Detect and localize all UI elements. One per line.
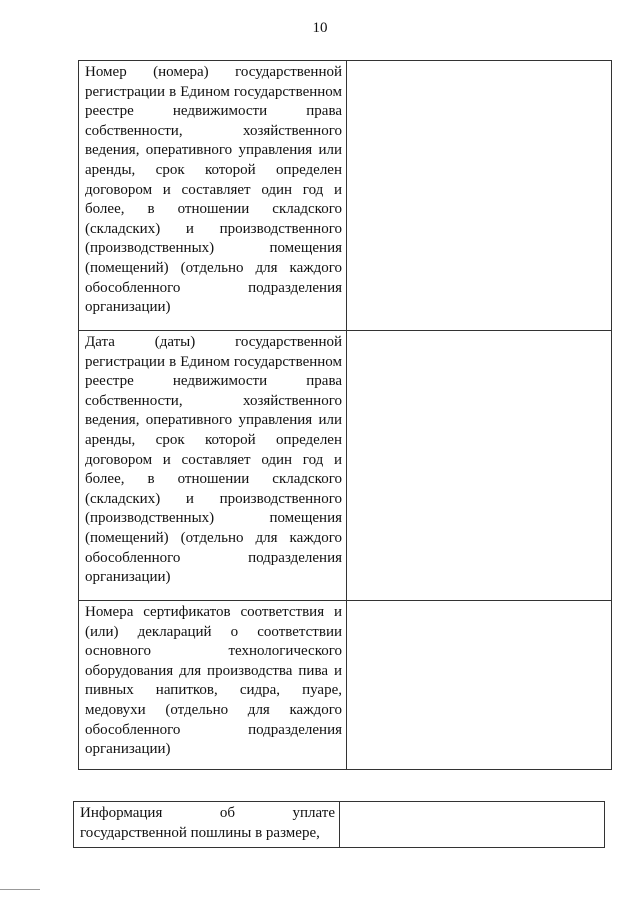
page-edge-mark [0,889,40,890]
table-row [79,601,612,770]
registration-info-table [78,60,612,770]
state-fee-value[interactable] [340,802,605,848]
table-row [74,802,605,848]
certificate-numbers-value[interactable] [347,601,612,770]
registration-date-value[interactable] [347,331,612,601]
table-row [79,61,612,331]
registration-number-label: Номер (номера) государственной регистрации в Едином государственном реестре недвижимости права собственности, хозяйственного ведения, оперативного управления или аренды, срок которой определен договором и составляет один год и более, в отношении складского (складских) и производственного (производственных) помещения (помещений) (отдельно для каждого обособленного подразделения организации) [79,61,347,331]
state-fee-table [73,801,605,848]
table-row [79,331,612,601]
registration-number-value[interactable] [347,61,612,331]
state-fee-label: Информация об уплате государственной пошлины в размере, [74,802,340,848]
page-number: 10 [312,20,328,36]
registration-date-label: Дата (даты) государственной регистрации в Едином государственном реестре недвижимости права собственности, хозяйственного ведения, оперативного управления или аренды, срок которой определен договором и составляет один год и более, в отношении складского (складских) и производственного (производственных) помещения (помещений) (отдельно для каждого обособленного подразделения организации) [79,331,347,601]
certificate-numbers-label: Номера сертификатов соответствия и (или) деклараций о соответствии основного технологического оборудования для производства пива и пивных напитков, сидра, пуаре, медовухи (отдельно для каждого обособленного подразделения организации) [79,601,347,770]
